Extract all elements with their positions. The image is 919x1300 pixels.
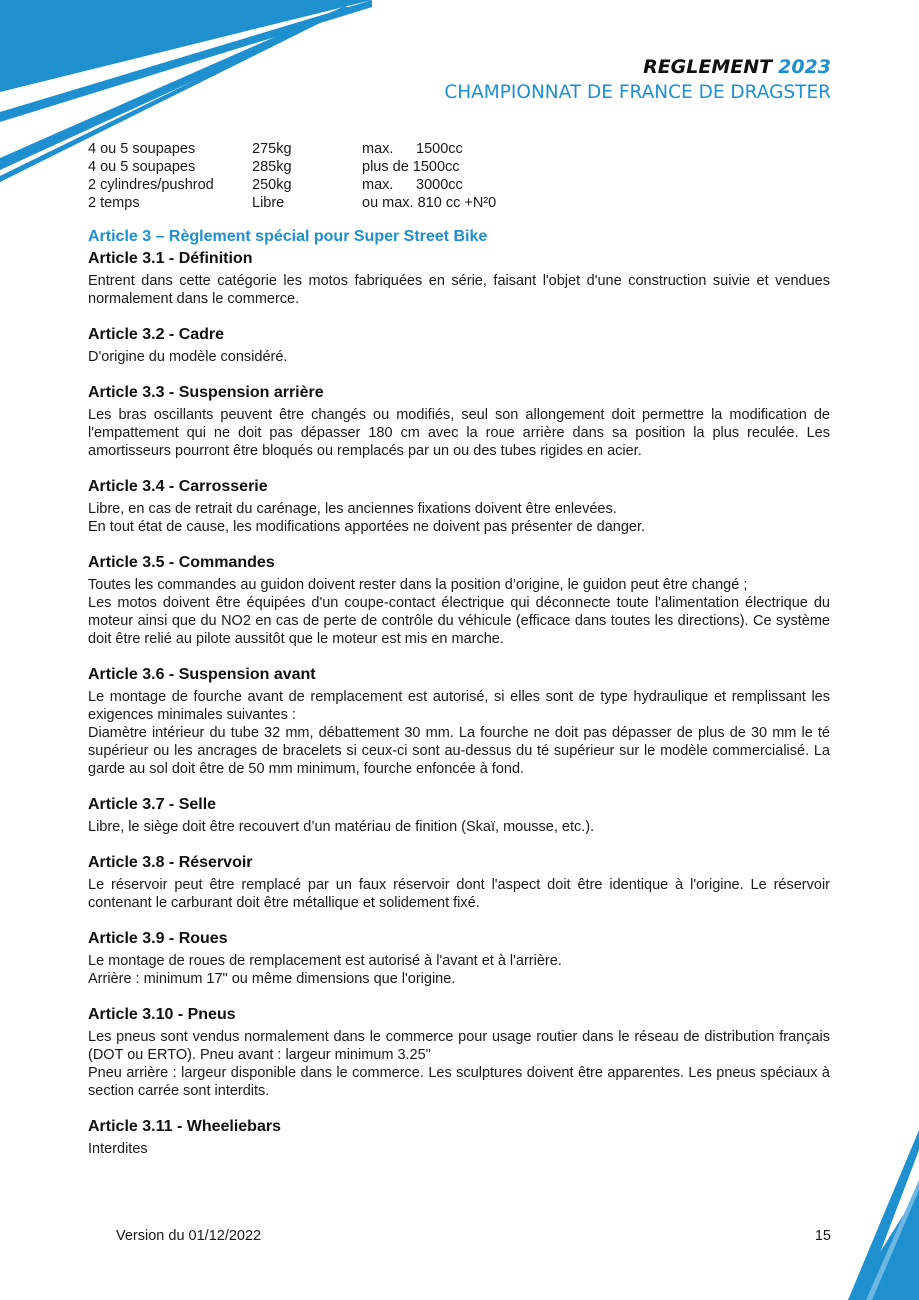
article-section bbox=[88, 930, 830, 988]
section-heading: Article 3.1 - Définition bbox=[88, 250, 253, 267]
article-section bbox=[88, 854, 830, 912]
article-section bbox=[88, 1006, 830, 1100]
section-paragraph: Diamètre intérieur du tube 32 mm, débattement 30 mm. La fourche ne doit pas dépasser de plus de 30 mm le té supérieur ou les ancrages de bracelets si ceux-ci sont au-dessus du té supérieur sur le modèle commercialisé. La garde au sol doit être de 50 mm minimum, fourche enfoncée à fond. bbox=[88, 725, 830, 777]
section-paragraph: Libre, le siège doit être recouvert d’un matériau de finition (Skaï, mousse, etc.). bbox=[88, 819, 595, 835]
section-heading: Article 3.8 - Réservoir bbox=[88, 854, 253, 871]
spec-weight: 250kg bbox=[252, 177, 292, 193]
section-heading: Article 3.11 - Wheeliebars bbox=[88, 1118, 281, 1135]
document-header bbox=[444, 56, 831, 103]
header-subtitle: CHAMPIONNAT DE FRANCE DE DRAGSTER bbox=[444, 82, 831, 103]
article-section bbox=[88, 384, 830, 460]
footer-version: Version du 01/12/2022 bbox=[116, 1228, 262, 1244]
spec-limit bbox=[362, 176, 496, 194]
section-paragraph: Les pneus sont vendus normalement dans le commerce pour usage routier dans le réseau de distribution français (DOT ou ERTO). Pneu avant : largeur minimum 3.25" bbox=[88, 1029, 830, 1063]
article-section bbox=[88, 666, 830, 778]
spec-row bbox=[88, 194, 496, 212]
section-heading: Article 3.2 - Cadre bbox=[88, 326, 225, 343]
section-paragraph: Le réservoir peut être remplacé par un faux réservoir dont l'aspect doit être identique à l'origine. Le réservoir contenant le carburant doit être métallique et solidement fixé. bbox=[88, 877, 830, 911]
article-section bbox=[88, 796, 830, 836]
section-paragraph: Le montage de roues de remplacement est autorisé à l'avant et à l'arrière. bbox=[88, 953, 562, 969]
section-paragraph: Les bras oscillants peuvent être changés ou modifiés, seul son allongement doit permettre la modification de l'empattement qui ne doit pas dépasser 180 cm avec la roue arrière dans sa position la plus reculée. Les amortisseurs pourront être bloqués ou remplacés par un ou des tubes rigides en acier. bbox=[88, 407, 830, 459]
section-paragraph: Les motos doivent être équipées d'un coupe-contact électrique qui déconnecte toute l'alimentation électrique du moteur ainsi que du NO2 en cas de perte de contrôle du véhicule (efficace dans toutes les directions). Ce système doit être relié au pilote aussitôt que le moteur est mis en marche. bbox=[88, 595, 830, 647]
article-section bbox=[88, 478, 830, 536]
section-paragraph: En tout état de cause, les modifications apportées ne doivent pas présenter de danger. bbox=[88, 519, 646, 535]
spec-limit-label: ou max. 810 cc +N²0 bbox=[362, 195, 497, 211]
spec-limit-value: 1500cc bbox=[416, 141, 463, 157]
spec-engine: 4 ou 5 soupapes bbox=[88, 159, 196, 175]
spec-limit-label: max. bbox=[362, 141, 394, 157]
spec-limit bbox=[362, 140, 496, 158]
spec-limit bbox=[362, 194, 496, 212]
spec-engine: 2 temps bbox=[88, 195, 140, 211]
spec-limit-label: plus de 1500cc bbox=[362, 159, 460, 175]
spec-engine: 4 ou 5 soupapes bbox=[88, 141, 196, 157]
section-heading: Article 3.7 - Selle bbox=[88, 796, 217, 813]
article-title: Article 3 – Règlement spécial pour Super Street Bike bbox=[88, 228, 488, 245]
section-paragraph: Toutes les commandes au guidon doivent rester dans la position d’origine, le guidon peut être changé ; bbox=[88, 577, 748, 593]
header-title: REGLEMENT 2023 bbox=[643, 56, 831, 78]
article-section bbox=[88, 554, 830, 648]
spec-weight: 275kg bbox=[252, 141, 292, 157]
section-paragraph: Interdites bbox=[88, 1141, 148, 1157]
article-section bbox=[88, 250, 830, 308]
section-heading: Article 3.3 - Suspension arrière bbox=[88, 384, 324, 401]
section-paragraph: D'origine du modèle considéré. bbox=[88, 349, 288, 365]
spec-row bbox=[88, 176, 496, 194]
spec-row bbox=[88, 140, 496, 158]
header-year: 2023 bbox=[778, 56, 831, 78]
spec-limit-label: max. bbox=[362, 177, 394, 193]
spec-engine: 2 cylindres/pushrod bbox=[88, 177, 214, 193]
section-paragraph: Arrière : minimum 17" ou même dimensions que l'origine. bbox=[88, 971, 456, 987]
spec-weight: Libre bbox=[252, 195, 285, 211]
spec-row bbox=[88, 158, 496, 176]
section-heading: Article 3.10 - Pneus bbox=[88, 1006, 236, 1023]
document-body bbox=[88, 228, 830, 1176]
section-heading: Article 3.4 - Carrosserie bbox=[88, 478, 268, 495]
section-heading: Article 3.9 - Roues bbox=[88, 930, 228, 947]
section-heading: Article 3.6 - Suspension avant bbox=[88, 666, 316, 683]
section-paragraph: Le montage de fourche avant de remplacement est autorisé, si elles sont de type hydraulique et remplissant les exigences minimales suivantes : bbox=[88, 689, 830, 723]
section-heading: Article 3.5 - Commandes bbox=[88, 554, 275, 571]
article-section bbox=[88, 326, 830, 366]
engine-spec-table bbox=[88, 140, 496, 212]
spec-limit bbox=[362, 158, 496, 176]
spec-limit-value: 3000cc bbox=[416, 177, 463, 193]
section-paragraph: Pneu arrière : largeur disponible dans le commerce. Les sculptures doivent être apparentes. Les pneus spéciaux à section carrée sont interdits. bbox=[88, 1065, 830, 1099]
page-number: 15 bbox=[814, 1228, 831, 1244]
article-section bbox=[88, 1118, 830, 1158]
section-paragraph: Entrent dans cette catégorie les motos fabriquées en série, faisant l'objet d'une construction suivie et vendues normalement dans le commerce. bbox=[88, 273, 830, 307]
spec-weight: 285kg bbox=[252, 159, 292, 175]
section-paragraph: Libre, en cas de retrait du carénage, les anciennes fixations doivent être enlevées. bbox=[88, 501, 617, 517]
